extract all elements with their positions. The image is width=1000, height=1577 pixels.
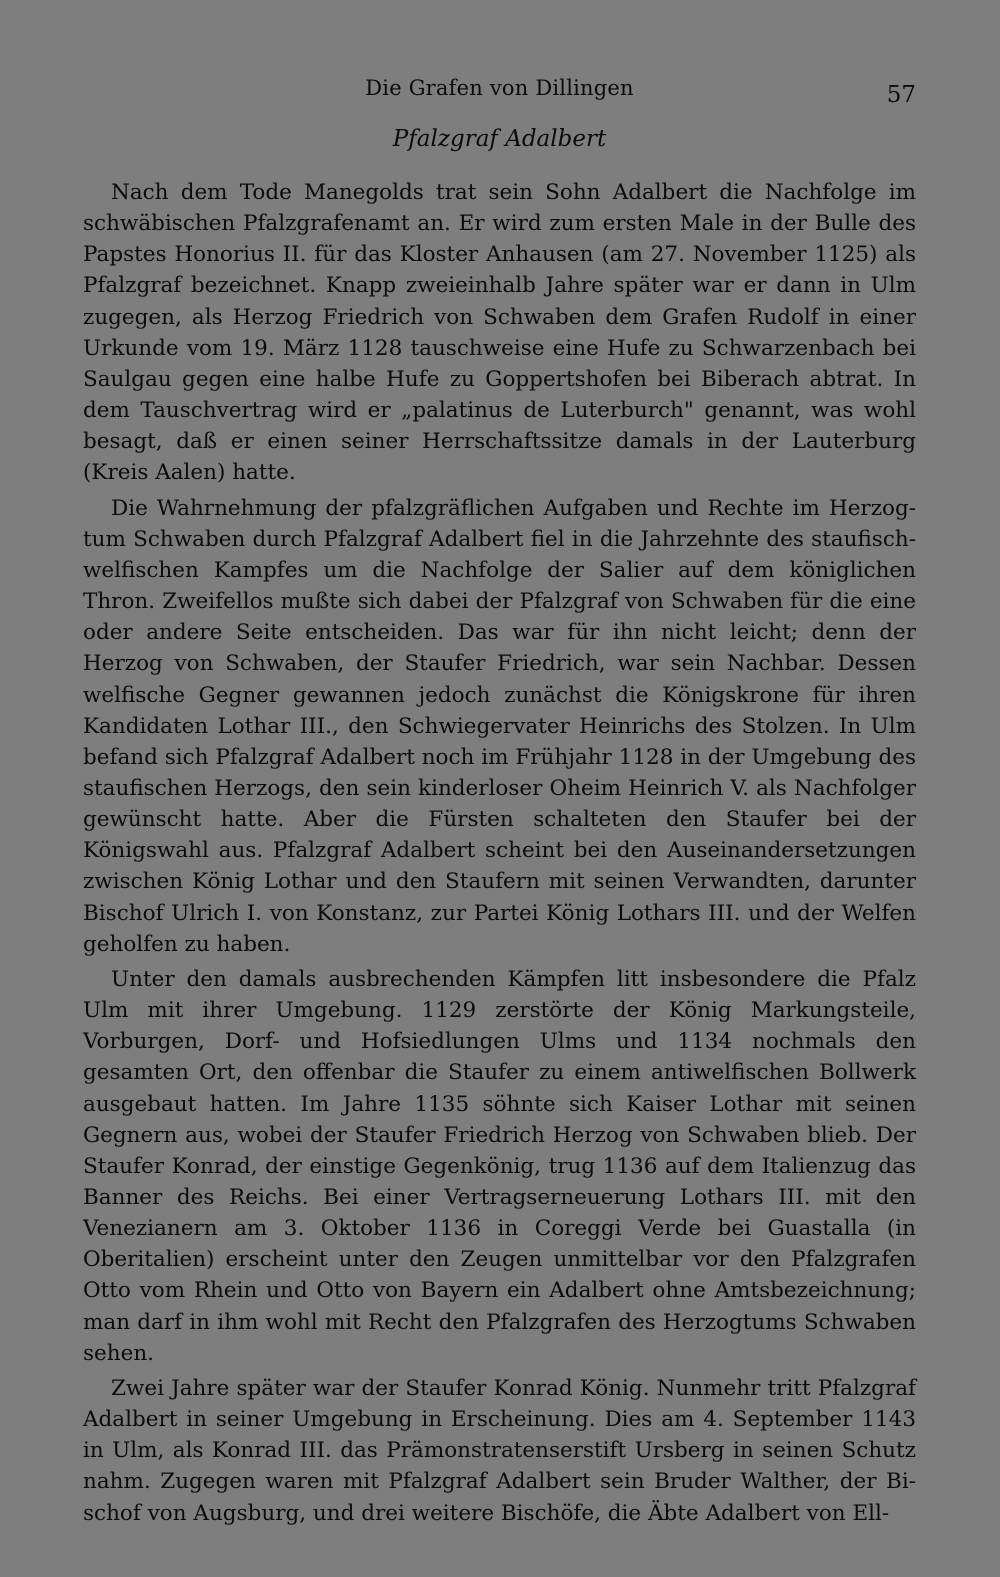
running-head-title: Die Grafen von Dillingen [365, 76, 634, 100]
running-head [83, 70, 916, 116]
paragraph-3: Unter den damals ausbrechenden Kämpfen litt insbesondere die Pfalz Ulm mit ihrer Umgebung. 1129 zerstörte der König Markungsteile, Vorburgen, Dorf- und Hofsiedlungen Ulms und 1134 nochmals den gesamten Ort, den offenbar die Staufer zu einem antiwelfischen Bollwerk ausgebaut hatten. Im Jahre 1135 söhnte sich Kaiser Lothar mit seinen Gegnern aus, wobei der Staufer Friedrich Herzog von Schwaben blieb. Der Staufer Konrad, der einstige Gegenkönig, trug 1136 auf dem Italienzug das Banner des Reichs. Bei einer Vertragserneuerung Lothars III. mit den Venezianern am 3. Oktober 1136 in Coreggi Verde bei Guastalla (in Oberitalien) erscheint unter den Zeugen unmittelbar vor den Pfalzgrafen Otto vom Rhein und Otto von Bayern ein Adalbert ohne Amtsbezeichnung; man darf in ihm wohl mit Recht den Pfalzgrafen des Herzogtums Schwaben sehen. [83, 966, 916, 1366]
paragraph-2: Die Wahrnehmung der pfalzgräflichen Aufgaben und Rechte im Herzogtum Schwaben durch Pfalzgraf Adalbert fiel in die Jahrzehnte des staufisch-welfischen Kampfes um die Nachfolge der Salier auf dem königlichen Thron. Zweifellos mußte sich dabei der Pfalzgraf von Schwaben für die eine oder andere Seite entscheiden. Das war für ihn nicht leicht; denn der Herzog von Schwaben, der Staufer Friedrich, war sein Nachbar. Dessen welfische Gegner gewannen jedoch zunächst die Königskrone für ihren Kandidaten Lothar III., den Schwiegervater Heinrichs des Stolzen. In Ulm befand sich Pfalzgraf Adalbert noch im Frühjahr 1128 in der Umgebung des staufischen Herzogs, den sein kinderloser Oheim Heinrich V. als Nachfolger gewünscht hatte. Aber die Fürsten schalteten den Staufer bei der Königswahl aus. Pfalzgraf Adalbert scheint bei den Auseinandersetzungen zwischen König Lothar und den Staufern mit seinen Verwandten, darunter Bischof Ulrich I. von Konstanz, zur Partei König Lothars III. und der Welfen geholfen zu haben. [83, 495, 916, 957]
body-text [83, 177, 916, 1529]
paragraph-4: Zwei Jahre später war der Staufer Konrad König. Nunmehr tritt Pfalzgraf Adalbert in seiner Umgebung in Erscheinung. Dies am 4. September 1143 in Ulm, als Konrad III. das Prämonstratenserstift Ursberg in seinen Schutz nahm. Zugegen waren mit Pfalzgraf Adalbert sein Bruder Walther, der Bischof von Augsburg, und drei weitere Bischöfe, die Äbte Adalbert von Ell- [83, 1375, 916, 1526]
paragraph-1: Nach dem Tode Manegolds trat sein Sohn Adalbert die Nachfolge im schwäbischen Pfalzgrafenamt an. Er wird zum ersten Male in der Bulle des Papstes Honorius II. für das Kloster Anhausen (am 27. November 1125) als Pfalzgraf bezeichnet. Knapp zweieinhalb Jahre später war er dann in Ulm zugegen, als Herzog Friedrich von Schwaben dem Grafen Rudolf in einer Urkunde vom 19. März 1128 tauschweise eine Hufe zu Schwarzenbach bei Saulgau gegen eine halbe Hufe zu Goppertshofen bei Biberach abtrat. In dem Tauschvertrag wird er „palatinus de Luterburch" genannt, was wohl besagt, daß er einen seiner Herrschaftssitze damals in der Lauterburg (Kreis Aalen) hatte. [83, 180, 916, 486]
section-title: Pfalzgraf Adalbert [392, 126, 607, 152]
book-page [83, 70, 916, 1530]
page-number: 57 [886, 82, 916, 108]
